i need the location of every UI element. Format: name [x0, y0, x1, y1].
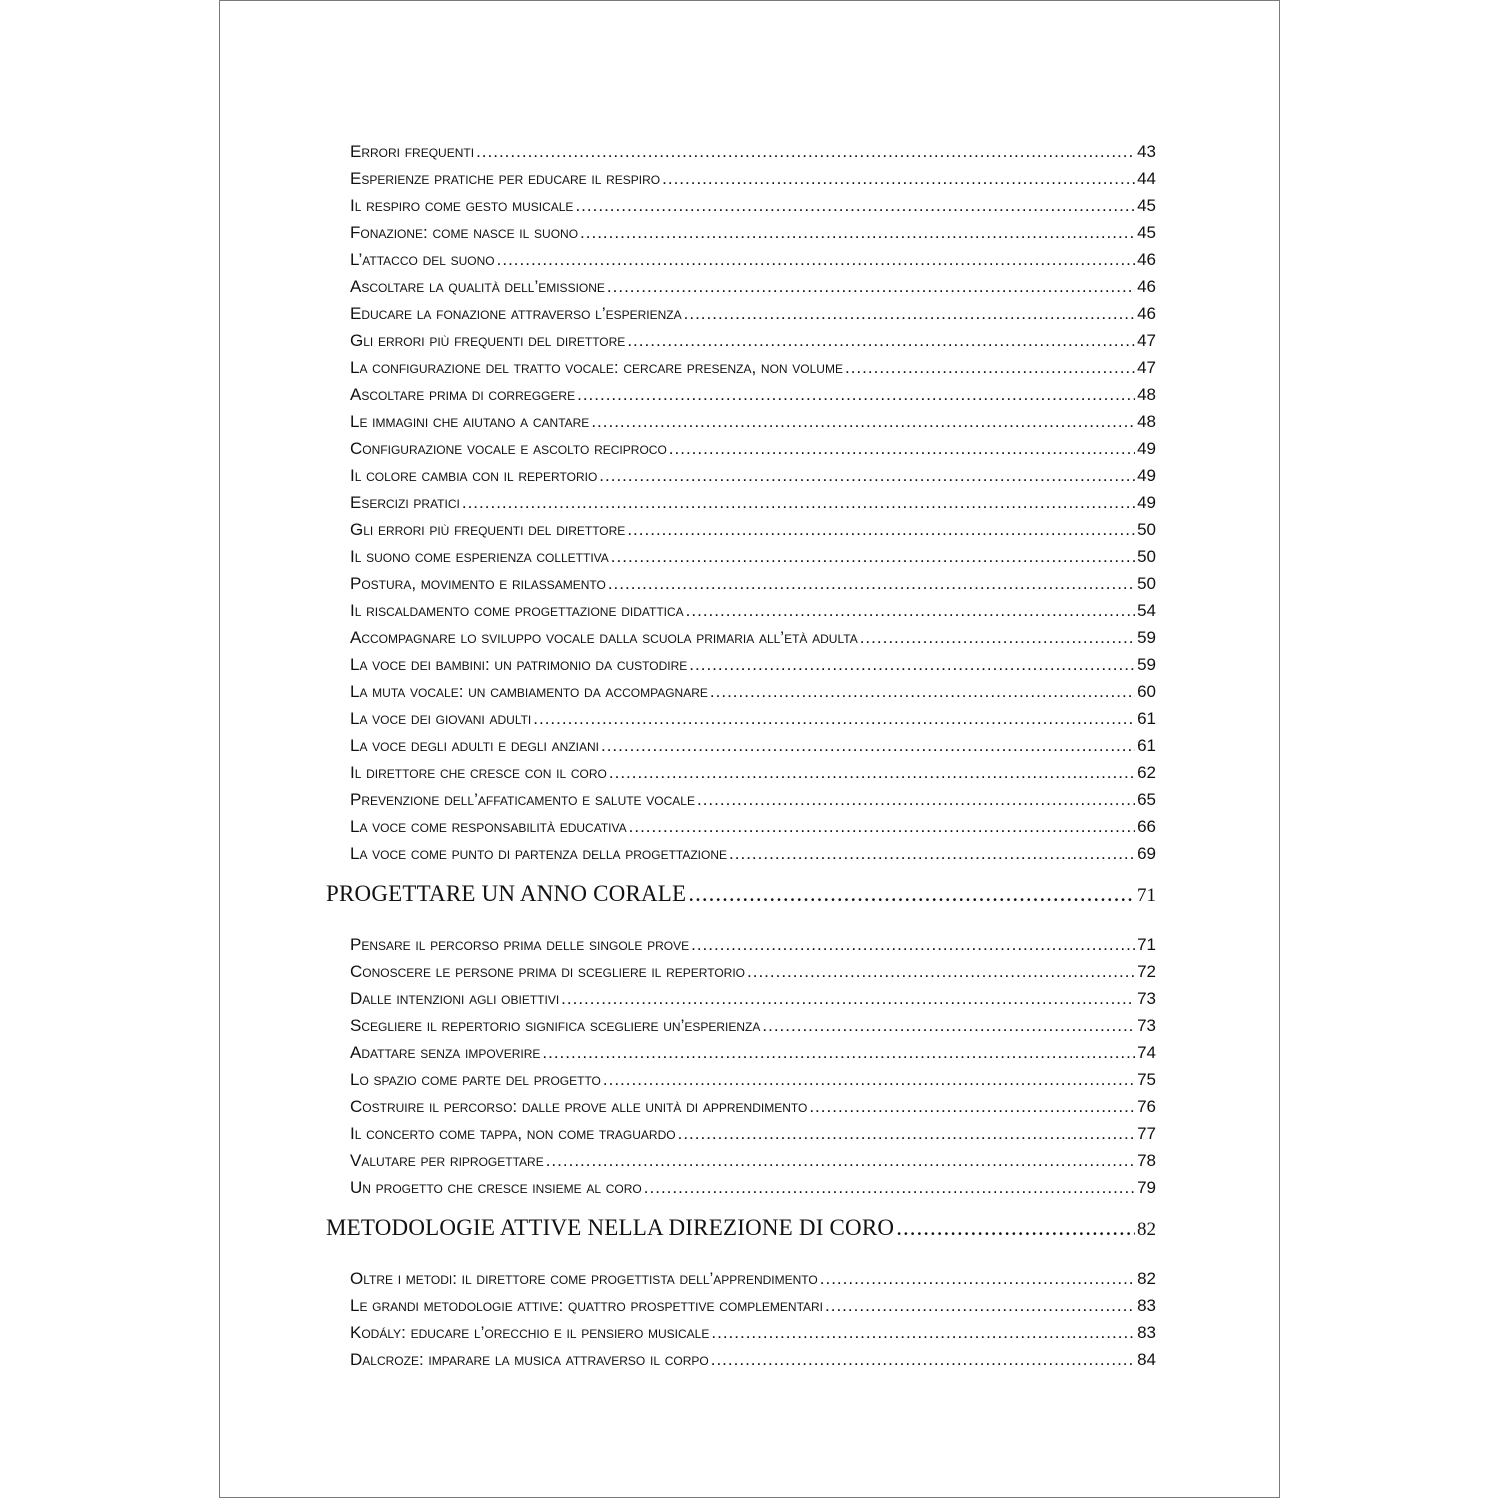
toc-entry-title: Dalcroze: imparare la musica attraverso il corpo [350, 1350, 709, 1369]
dot-leader [644, 1178, 1135, 1198]
dot-leader [608, 574, 1135, 594]
toc-entry[interactable] [326, 547, 1156, 574]
toc-entry-title: Il respiro come gesto musicale [350, 196, 574, 215]
toc-entry-page-number: 61 [1137, 709, 1156, 728]
dot-leader [546, 1151, 1135, 1171]
toc-entry-title: Ascoltare la qualità dell’emissione [350, 277, 605, 296]
dot-leader [896, 1215, 1135, 1241]
toc-entry-title: La configurazione del tratto vocale: cercare presenza, non volume [350, 358, 843, 377]
toc-entry-page-number: 45 [1137, 196, 1156, 215]
toc-entry-title: Un progetto che cresce insieme al coro [350, 1178, 642, 1197]
toc-entry-page-number: 72 [1137, 962, 1156, 981]
toc-entry-page-number: 45 [1137, 223, 1156, 242]
toc-entry[interactable] [326, 601, 1156, 628]
toc-entry-title: Oltre i metodi: il direttore come progettista dell’apprendimento [350, 1269, 818, 1288]
toc-entry[interactable] [326, 736, 1156, 763]
toc-entry[interactable] [326, 493, 1156, 520]
toc-group [326, 1269, 1156, 1377]
toc-entry-page-number: 46 [1137, 250, 1156, 269]
toc-entry-title: La voce dei giovani adulti [350, 709, 532, 728]
dot-leader [697, 790, 1135, 810]
toc-entry-title: Conoscere le persone prima di scegliere il repertorio [350, 962, 745, 981]
toc-entry-title: La voce come responsabilità educativa [350, 817, 627, 836]
toc-entry-page-number: 69 [1137, 844, 1156, 863]
toc-group [326, 935, 1156, 1205]
dot-leader [561, 989, 1135, 1009]
toc-entry-title: La voce dei bambini: un patrimonio da custodire [350, 655, 688, 674]
toc-entry-page-number: 66 [1137, 817, 1156, 836]
chapter-page-number: 71 [1137, 885, 1156, 906]
dot-leader [627, 520, 1135, 540]
dot-leader [611, 547, 1135, 567]
toc-entry-title: Esperienze pratiche per educare il respiro [350, 169, 661, 188]
dot-leader [809, 1097, 1135, 1117]
toc-entry-title: Postura, movimento e rilassamento [350, 574, 606, 593]
toc-entry[interactable] [326, 1151, 1156, 1178]
dot-leader [762, 1016, 1135, 1036]
toc-entry-page-number: 76 [1137, 1097, 1156, 1116]
toc-chapter-heading[interactable] [326, 881, 1156, 921]
toc-entry[interactable] [326, 962, 1156, 989]
toc-entry-page-number: 50 [1137, 520, 1156, 539]
toc-entry[interactable] [326, 385, 1156, 412]
toc-entry[interactable] [326, 331, 1156, 358]
toc-entry-page-number: 60 [1137, 682, 1156, 701]
toc-entry-title: Scegliere il repertorio significa scegliere un’esperienza [350, 1016, 761, 1035]
toc-entry-title: Le immagini che aiutano a cantare [350, 412, 590, 431]
dot-leader [689, 655, 1135, 675]
toc-entry[interactable] [326, 1350, 1156, 1377]
toc-entry-title: Gli errori più frequenti del direttore [350, 331, 626, 350]
dot-leader [711, 1350, 1135, 1370]
toc-entry-title: Accompagnare lo sviluppo vocale dalla scuola primaria all’età adulta [350, 628, 858, 647]
toc-entry-page-number: 48 [1137, 412, 1156, 431]
toc-entry[interactable] [326, 1070, 1156, 1097]
chapter-page-number: 82 [1137, 1219, 1156, 1240]
toc-entry-page-number: 61 [1137, 736, 1156, 755]
toc-entry-page-number: 50 [1137, 547, 1156, 566]
dot-leader [497, 250, 1135, 270]
dot-leader [710, 682, 1135, 702]
dot-leader [860, 628, 1135, 648]
toc-entry[interactable] [326, 655, 1156, 682]
toc-entry[interactable] [326, 223, 1156, 250]
toc-entry[interactable] [326, 1097, 1156, 1124]
dot-leader [669, 439, 1135, 459]
toc-entry-page-number: 46 [1137, 304, 1156, 323]
toc-entry[interactable] [326, 196, 1156, 223]
dot-leader [627, 331, 1135, 351]
toc-group [326, 142, 1156, 871]
dot-leader [575, 196, 1135, 216]
toc-entry-page-number: 49 [1137, 466, 1156, 485]
toc-entry-page-number: 59 [1137, 628, 1156, 647]
dot-leader [711, 1323, 1135, 1343]
toc-entry[interactable] [326, 1323, 1156, 1350]
toc-entry-title: Kodály: educare l’orecchio e il pensiero musicale [350, 1323, 710, 1342]
toc-entry-title: Costruire il percorso: dalle prove alle unità di apprendimento [350, 1097, 808, 1116]
toc-entry[interactable] [326, 1043, 1156, 1070]
dot-leader [684, 304, 1135, 324]
toc-entry-page-number: 73 [1137, 989, 1156, 1008]
toc-entry[interactable] [326, 790, 1156, 817]
toc-entry-title: Fonazione: come nasce il suono [350, 223, 579, 242]
toc-entry[interactable] [326, 358, 1156, 385]
dot-leader [688, 881, 1135, 907]
dot-leader [629, 817, 1135, 837]
toc-entry-page-number: 49 [1137, 439, 1156, 458]
toc-entry-title: L’attacco del suono [350, 250, 495, 269]
toc-entry-title: Il suono come esperienza collettiva [350, 547, 609, 566]
toc-entry-page-number: 79 [1137, 1178, 1156, 1197]
toc-entry-page-number: 73 [1137, 1016, 1156, 1035]
dot-leader [601, 736, 1135, 756]
toc-entry-page-number: 43 [1137, 142, 1156, 161]
toc-entry-title: Il concerto come tappa, non come traguardo [350, 1124, 676, 1143]
toc-entry-page-number: 82 [1137, 1269, 1156, 1288]
toc-entry-page-number: 48 [1137, 385, 1156, 404]
toc-entry[interactable] [326, 1296, 1156, 1323]
toc-entry[interactable] [326, 1016, 1156, 1043]
toc-entry-page-number: 54 [1137, 601, 1156, 620]
dot-leader [825, 1296, 1135, 1316]
toc-entry[interactable] [326, 250, 1156, 277]
toc-entry-page-number: 59 [1137, 655, 1156, 674]
toc-entry-title: Pensare il percorso prima delle singole prove [350, 935, 690, 954]
dot-leader [678, 1124, 1135, 1144]
chapter-title: PROGETTARE UN ANNO CORALE [326, 881, 687, 906]
toc-entry[interactable] [326, 466, 1156, 493]
dot-leader [603, 1070, 1135, 1090]
toc-entry-page-number: 84 [1137, 1350, 1156, 1369]
toc-entry[interactable] [326, 1269, 1156, 1296]
toc-entry-page-number: 75 [1137, 1070, 1156, 1089]
toc-entry-title: Le grandi metodologie attive: quattro prospettive complementari [350, 1296, 824, 1315]
dot-leader [462, 493, 1135, 513]
toc-entry-title: Esercizi pratici [350, 493, 460, 512]
toc-entry-page-number: 83 [1137, 1323, 1156, 1342]
toc-entry[interactable] [326, 935, 1156, 962]
toc-entry[interactable] [326, 709, 1156, 736]
toc-entry[interactable] [326, 1124, 1156, 1151]
toc-entry-page-number: 47 [1137, 358, 1156, 377]
toc-entry-title: Configurazione vocale e ascolto reciproco [350, 439, 667, 458]
toc-entry-title: La muta vocale: un cambiamento da accompagnare [350, 682, 708, 701]
toc-entry[interactable] [326, 844, 1156, 871]
toc-entry[interactable] [326, 142, 1156, 169]
toc-entry[interactable] [326, 628, 1156, 655]
toc-chapter-heading[interactable] [326, 1215, 1156, 1255]
dot-leader [577, 385, 1135, 405]
toc-entry-page-number: 50 [1137, 574, 1156, 593]
toc-entry[interactable] [326, 574, 1156, 601]
toc-entry[interactable] [326, 439, 1156, 466]
chapter-title: METODOLOGIE ATTIVE NELLA DIREZIONE DI CORO [326, 1215, 895, 1240]
dot-leader [845, 358, 1135, 378]
dot-leader [609, 763, 1135, 783]
toc-entry[interactable] [326, 1178, 1156, 1205]
toc-entry-page-number: 49 [1137, 493, 1156, 512]
toc-entry[interactable] [326, 169, 1156, 196]
dot-leader [686, 601, 1135, 621]
toc-entry-page-number: 74 [1137, 1043, 1156, 1062]
dot-leader [580, 223, 1135, 243]
dot-leader [542, 1043, 1135, 1063]
dot-leader [476, 142, 1135, 162]
toc-entry-title: Il colore cambia con il repertorio [350, 466, 598, 485]
toc-entry-page-number: 44 [1137, 169, 1156, 188]
dot-leader [662, 169, 1135, 189]
table-of-contents [326, 142, 1156, 1377]
toc-entry-title: Adattare senza impoverire [350, 1043, 541, 1062]
toc-entry-page-number: 71 [1137, 935, 1156, 954]
toc-entry[interactable] [326, 763, 1156, 790]
toc-entry[interactable] [326, 277, 1156, 304]
toc-entry-title: Ascoltare prima di correggere [350, 385, 576, 404]
toc-entry[interactable] [326, 989, 1156, 1016]
toc-entry[interactable] [326, 817, 1156, 844]
toc-entry[interactable] [326, 520, 1156, 547]
toc-entry-title: Il direttore che cresce con il coro [350, 763, 607, 782]
toc-entry-title: Valutare per riprogettare [350, 1151, 544, 1170]
dot-leader [533, 709, 1135, 729]
toc-entry-page-number: 65 [1137, 790, 1156, 809]
toc-entry-page-number: 46 [1137, 277, 1156, 296]
dot-leader [599, 466, 1135, 486]
toc-entry-page-number: 62 [1137, 763, 1156, 782]
toc-entry-title: Lo spazio come parte del progetto [350, 1070, 601, 1089]
toc-entry-title: Errori frequenti [350, 142, 475, 161]
dot-leader [691, 935, 1135, 955]
toc-entry-title: La voce degli adulti e degli anziani [350, 736, 599, 755]
toc-entry-page-number: 83 [1137, 1296, 1156, 1315]
dot-leader [607, 277, 1135, 297]
toc-entry-title: Il riscaldamento come progettazione didattica [350, 601, 684, 620]
toc-entry-title: La voce come punto di partenza della progettazione [350, 844, 728, 863]
toc-entry-page-number: 77 [1137, 1124, 1156, 1143]
toc-entry-title: Gli errori più frequenti del direttore [350, 520, 626, 539]
toc-entry[interactable] [326, 682, 1156, 709]
toc-entry-page-number: 47 [1137, 331, 1156, 350]
dot-leader [591, 412, 1135, 432]
toc-entry[interactable] [326, 304, 1156, 331]
dot-leader [729, 844, 1135, 864]
toc-entry-title: Prevenzione dell’affaticamento e salute vocale [350, 790, 695, 809]
toc-entry[interactable] [326, 412, 1156, 439]
dot-leader [747, 962, 1135, 982]
toc-entry-title: Dalle intenzioni agli obiettivi [350, 989, 560, 1008]
toc-entry-page-number: 78 [1137, 1151, 1156, 1170]
dot-leader [820, 1269, 1135, 1289]
toc-entry-title: Educare la fonazione attraverso l’esperienza [350, 304, 682, 323]
